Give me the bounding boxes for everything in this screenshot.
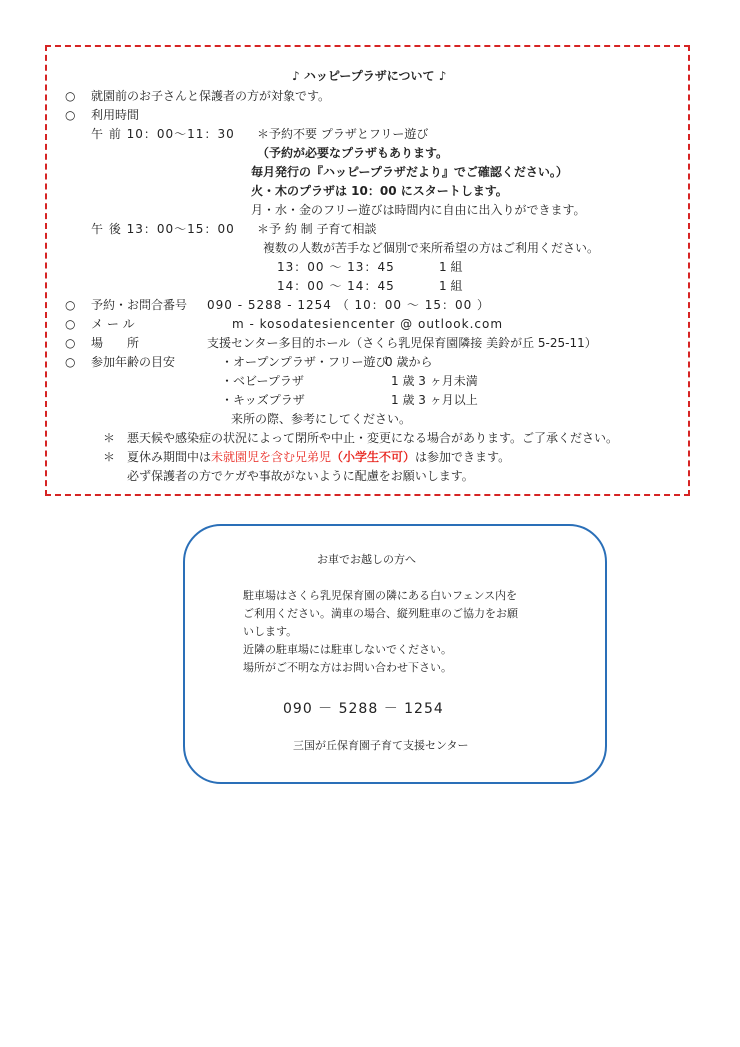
- circle-bullet: ○: [65, 108, 76, 122]
- circle-bullet: ○: [65, 317, 76, 331]
- phone-label: 予約・お問合番号: [91, 298, 188, 312]
- parking-box: [183, 524, 607, 784]
- parking-line-1: 駐車場はさくら乳児保育園の隣にある白いフェンス内を: [243, 589, 518, 602]
- parking-line-3: いします。: [243, 625, 298, 638]
- mail-label: メ ー ル: [91, 317, 135, 331]
- parking-phone: 090 － 5288 － 1254: [283, 701, 444, 717]
- notice-3: 必ず保護者の方でケガや事故がないように配慮をお願いします。: [127, 469, 474, 483]
- notice-2-post: は参加できます。: [415, 450, 511, 464]
- notice-2-highlight: 未就園児を含む兄弟児: [211, 450, 332, 464]
- age-3-name: ・キッズプラザ: [221, 393, 305, 407]
- am-note-3: 火・木のプラザは 10：00 にスタートします。: [251, 184, 508, 198]
- hours-heading: 利用時間: [91, 108, 140, 122]
- am-note-2: 毎月発行の『ハッピープラザだより』でご確認ください。）: [251, 165, 568, 179]
- center-name: 三国が丘保育園子育て支援センター: [293, 739, 469, 752]
- slot-1-group: 1 組: [439, 260, 463, 274]
- am-note-1: （予約が必要なプラザもあります。: [257, 146, 449, 160]
- age-1-value: 0 歳から: [385, 355, 433, 369]
- place-value: 支援センター多目的ホール（さくら乳児保育園隣接 美鈴が丘 5-25-11）: [207, 336, 597, 350]
- circle-bullet: ○: [65, 355, 76, 369]
- target-text: 就園前のお子さんと保護者の方が対象です。: [91, 89, 331, 103]
- slot-2-group: 1 組: [439, 279, 463, 293]
- age-2-value: 1 歳 3 ヶ月未満: [391, 374, 478, 388]
- pm-label: 午 後 13：00～15：00: [91, 222, 235, 236]
- am-note-4: 月・水・金のフリー遊びは時間内に自由に出入りができます。: [251, 203, 586, 217]
- parking-title: お車でお越しの方へ: [317, 553, 416, 566]
- mail-value: m - kosodatesiencenter @ outlook.com: [232, 317, 504, 331]
- parking-line-5: 場所がご不明な方はお問い合わせ下さい。: [243, 661, 452, 674]
- circle-bullet: ○: [65, 336, 76, 350]
- age-2-name: ・ベビープラザ: [221, 374, 304, 388]
- parking-line-4: 近隣の駐車場には駐車しないでください。: [243, 643, 452, 656]
- phone-value: 090 - 5288 - 1254 （ 10：00 ～ 15：00 ）: [207, 298, 491, 312]
- slot-1-time: 13：00 ～ 13：45: [277, 260, 395, 274]
- am-label: 午 前 10：00～11：30: [91, 127, 235, 141]
- pm-desc: ＊予 約 制 子育て相談: [257, 222, 377, 236]
- age-label: 参加年齢の目安: [91, 355, 176, 369]
- notice-2: [127, 450, 510, 464]
- notice-1: 悪天候や感染症の状況によって閉所や中止・変更になる場合があります。ご了承ください。: [127, 431, 619, 445]
- parking-line-2: ご利用ください。満車の場合、縦列駐車のご協力をお願: [243, 607, 518, 620]
- am-desc: ＊予約不要 プラザとフリー遊び: [257, 127, 429, 141]
- pm-note: 複数の人数が苦手など個別で来所希望の方はご利用ください。: [263, 241, 600, 255]
- star-bullet: ＊: [103, 431, 116, 445]
- place-label: 場 所: [91, 336, 140, 350]
- notice-2-pre: 夏休み期間中は: [127, 450, 212, 464]
- age-3-value: 1 歳 3 ヶ月以上: [391, 393, 478, 407]
- info-box: [45, 45, 690, 496]
- star-bullet: ＊: [103, 450, 116, 464]
- circle-bullet: ○: [65, 298, 76, 312]
- slot-2-time: 14：00 ～ 14：45: [277, 279, 395, 293]
- age-note: 来所の際、参考にしてください。: [231, 412, 412, 426]
- info-title: ♪ ハッピープラザについて ♪: [292, 69, 447, 83]
- circle-bullet: ○: [65, 89, 76, 103]
- notice-2-highlight-bold: （小学生不可）: [331, 450, 416, 464]
- age-1-name: ・オープンプラザ・フリー遊び: [221, 355, 388, 369]
